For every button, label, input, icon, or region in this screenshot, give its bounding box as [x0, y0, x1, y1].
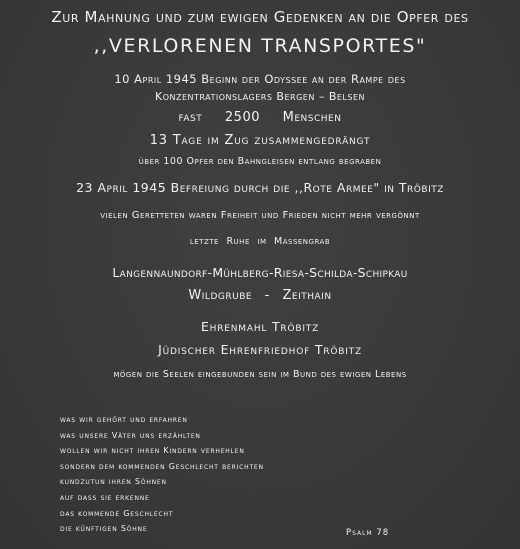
psalm-line: was wir gehört und erfahren	[60, 415, 188, 424]
transport-title: ,,VERLORENEN TRANSPORTES"	[93, 35, 427, 57]
dedication-line: Zur Mahnung und zum ewigen Gedenken an die Opfer des	[51, 8, 469, 26]
psalm-line: die künftigen Söhne	[60, 524, 148, 534]
wildgrube-line: Wildgrube - Zeithain	[188, 288, 332, 303]
psalm-line: was unsere Väter uns erzählten	[60, 430, 201, 440]
victims-line: über 100 Opfer den Bahngleisen entlang begraben	[138, 156, 382, 167]
souls-line: mögen die Seelen eingebunden sein im Bund des ewigen Lebens	[113, 369, 407, 380]
towns-line: Langennaundorf-Mühlberg-Riesa-Schilda-Schipkau	[112, 265, 408, 280]
psalm-verse	[60, 412, 264, 537]
people-count-line: fast 2500 Menschen	[178, 110, 342, 125]
psalm-reference: Psalm 78	[346, 528, 390, 538]
grave-line: letzte Ruhe im Massengrab	[189, 236, 331, 247]
liberation-line: 23 April 1945 Befreiung durch die ,,Rote Armee" in Tröbitz	[76, 180, 444, 195]
date-start-line: 10 April 1945 Beginn der Odyssee an der Rampe des	[114, 72, 406, 86]
memorial-line: Ehrenmahl Tröbitz	[200, 319, 320, 334]
freedom-line: vielen Geretteten waren Freiheit und Frieden nicht mehr vergönnt	[100, 210, 420, 221]
psalm-line: wollen wir nicht ihren Kindern verhehlen	[60, 446, 245, 456]
psalm-line: das kommende Geschlecht	[60, 508, 174, 518]
psalm-line: kundzutun ihren Söhnen	[60, 477, 167, 487]
cemetery-line: Jüdischer Ehrenfriedhof Tröbitz	[158, 342, 362, 357]
days-line: 13 Tage im Zug zusammengedrängt	[149, 133, 371, 148]
psalm-line: auf dass sie erkenne	[60, 492, 150, 502]
camp-line: Konzentrationslagers Bergen – Belsen	[154, 90, 366, 103]
psalm-line: sondern dem kommenden Geschlecht berichten	[60, 461, 264, 471]
